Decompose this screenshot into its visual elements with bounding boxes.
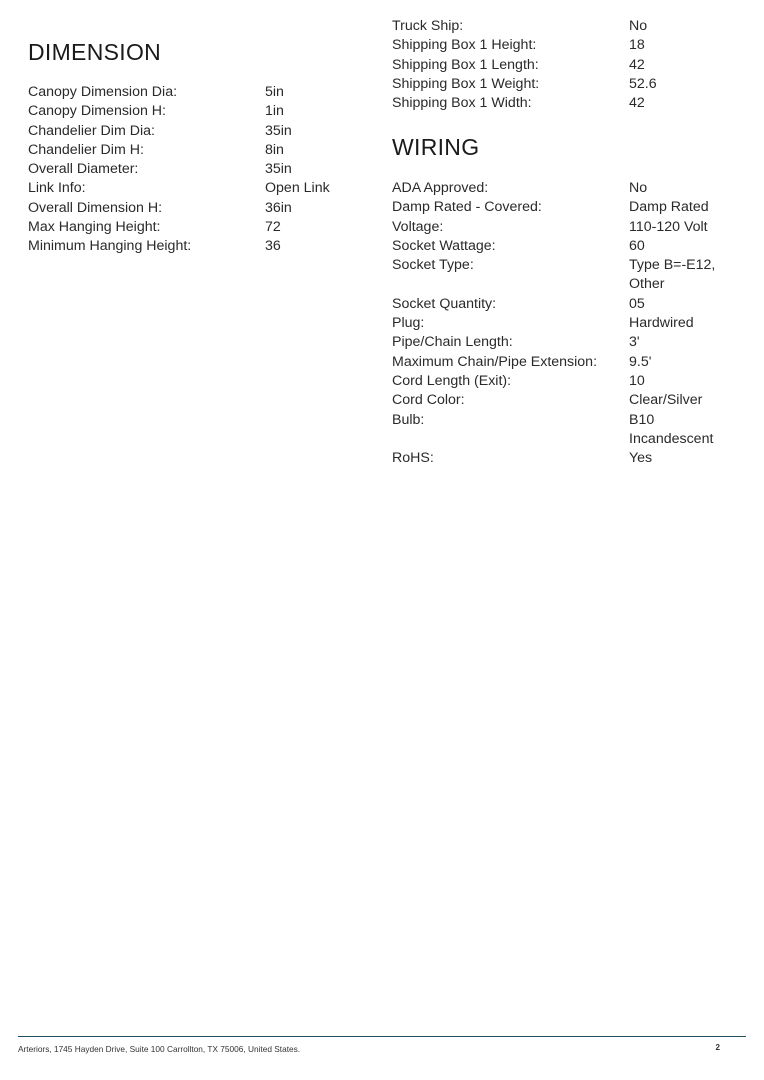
spec-value: 18 — [629, 37, 645, 54]
spec-label: Overall Dimension H: — [28, 199, 163, 216]
spec-value: 8in — [265, 141, 284, 158]
dimension-spec-list — [28, 83, 358, 257]
spec-value: 72 — [265, 219, 281, 236]
spec-value: 52.6 — [629, 75, 657, 92]
spec-value: Open Link — [265, 180, 330, 197]
spec-value: 36in — [265, 199, 292, 216]
spec-label: Shipping Box 1 Height: — [392, 37, 537, 54]
spec-label: Max Hanging Height: — [28, 219, 161, 236]
spec-value-line: Other — [629, 276, 665, 293]
spec-row-plug — [392, 314, 742, 333]
spec-row-socket-wattage — [392, 237, 742, 256]
spec-label: Bulb: — [392, 411, 425, 428]
spec-label: Pipe/Chain Length: — [392, 334, 513, 351]
spec-label: Plug: — [392, 315, 425, 332]
wiring-spec-list — [392, 179, 742, 468]
spec-row-truck-ship — [392, 17, 742, 36]
spec-label: Truck Ship: — [392, 18, 464, 34]
spec-value: 35in — [265, 122, 292, 139]
spec-value: No — [629, 18, 648, 34]
spec-label: Canopy Dimension H: — [28, 103, 166, 120]
spec-label: Socket Quantity: — [392, 295, 497, 312]
spec-row-cord-color — [392, 391, 742, 410]
spec-label: Chandelier Dim H: — [28, 141, 144, 158]
spec-label: RoHS: — [392, 450, 434, 467]
spec-row-damp-rated — [392, 198, 742, 217]
spec-row-pipe-chain-length — [392, 333, 742, 352]
spec-label: Damp Rated - Covered: — [392, 199, 542, 216]
spec-label: Socket Type: — [392, 257, 474, 274]
footer-divider — [18, 1036, 746, 1037]
spec-label: Maximum Chain/Pipe Extension: — [392, 353, 598, 370]
spec-row-chandelier-dim-h — [28, 141, 358, 160]
spec-row-voltage — [392, 218, 742, 237]
spec-label: Link Info: — [28, 180, 86, 197]
spec-label: Voltage: — [392, 218, 444, 235]
spec-row-shipping-box-height — [392, 36, 742, 55]
spec-value: 5in — [265, 84, 284, 100]
shipping-spec-list — [392, 17, 742, 113]
spec-row-overall-dimension-h — [28, 199, 358, 218]
spec-value: 1in — [265, 103, 284, 120]
spec-value: Clear/Silver — [629, 392, 703, 409]
spec-row-bulb — [392, 411, 742, 450]
spec-label: ADA Approved: — [392, 180, 489, 196]
spec-row-cord-length — [392, 372, 742, 391]
spec-label: Overall Diameter: — [28, 161, 139, 178]
spec-value: 42 — [629, 95, 645, 112]
spec-value: 3' — [629, 334, 640, 351]
spec-row-ada-approved — [392, 179, 742, 198]
spec-row-socket-quantity — [392, 295, 742, 314]
spec-value — [629, 256, 742, 295]
spec-value — [629, 411, 742, 450]
spec-label: Canopy Dimension Dia: — [28, 84, 178, 100]
spec-value: 35in — [265, 161, 292, 178]
spec-value: Hardwired — [629, 315, 694, 332]
footer-address: Arteriors, 1745 Hayden Drive, Suite 100 Carrollton, TX 75006, United States. — [18, 1044, 301, 1054]
spec-row-link-info — [28, 179, 358, 198]
spec-row-max-chain-pipe-extension — [392, 353, 742, 372]
spec-label: Cord Length (Exit): — [392, 372, 512, 389]
spec-label: Shipping Box 1 Width: — [392, 95, 532, 112]
spec-label: Cord Color: — [392, 392, 465, 409]
spec-value-line: B10 — [629, 411, 655, 428]
spec-row-canopy-dimension-h — [28, 102, 358, 121]
spec-value-line: Incandescent — [629, 430, 714, 447]
spec-row-canopy-dimension-dia — [28, 83, 358, 102]
spec-label: Shipping Box 1 Length: — [392, 56, 539, 73]
spec-row-shipping-box-weight — [392, 75, 742, 94]
spec-value: 9.5' — [629, 353, 652, 370]
wiring-heading: WIRING — [392, 134, 480, 160]
spec-row-max-hanging-height — [28, 218, 358, 237]
spec-value: 36 — [265, 238, 281, 255]
spec-value-line: Type B=-E12, — [629, 257, 716, 274]
spec-row-shipping-box-width — [392, 94, 742, 113]
spec-label: Shipping Box 1 Weight: — [392, 75, 540, 92]
spec-row-rohs — [392, 449, 742, 468]
spec-value: Yes — [629, 450, 653, 467]
spec-value: 05 — [629, 295, 645, 312]
spec-value: 60 — [629, 237, 645, 254]
spec-row-chandelier-dim-dia — [28, 122, 358, 141]
dimension-heading: DIMENSION — [28, 39, 162, 65]
spec-row-socket-type — [392, 256, 742, 295]
spec-value: 10 — [629, 372, 645, 389]
spec-label: Minimum Hanging Height: — [28, 238, 192, 255]
spec-value: 42 — [629, 56, 645, 73]
spec-label: Chandelier Dim Dia: — [28, 122, 155, 139]
spec-value: Damp Rated — [629, 199, 709, 216]
spec-row-overall-diameter — [28, 160, 358, 179]
spec-value: 110-120 Volt — [629, 218, 708, 235]
spec-value: No — [629, 180, 648, 196]
spec-label: Socket Wattage: — [392, 237, 496, 254]
spec-row-shipping-box-length — [392, 56, 742, 75]
spec-row-minimum-hanging-height — [28, 237, 358, 256]
page-number: 2 — [715, 1043, 720, 1052]
